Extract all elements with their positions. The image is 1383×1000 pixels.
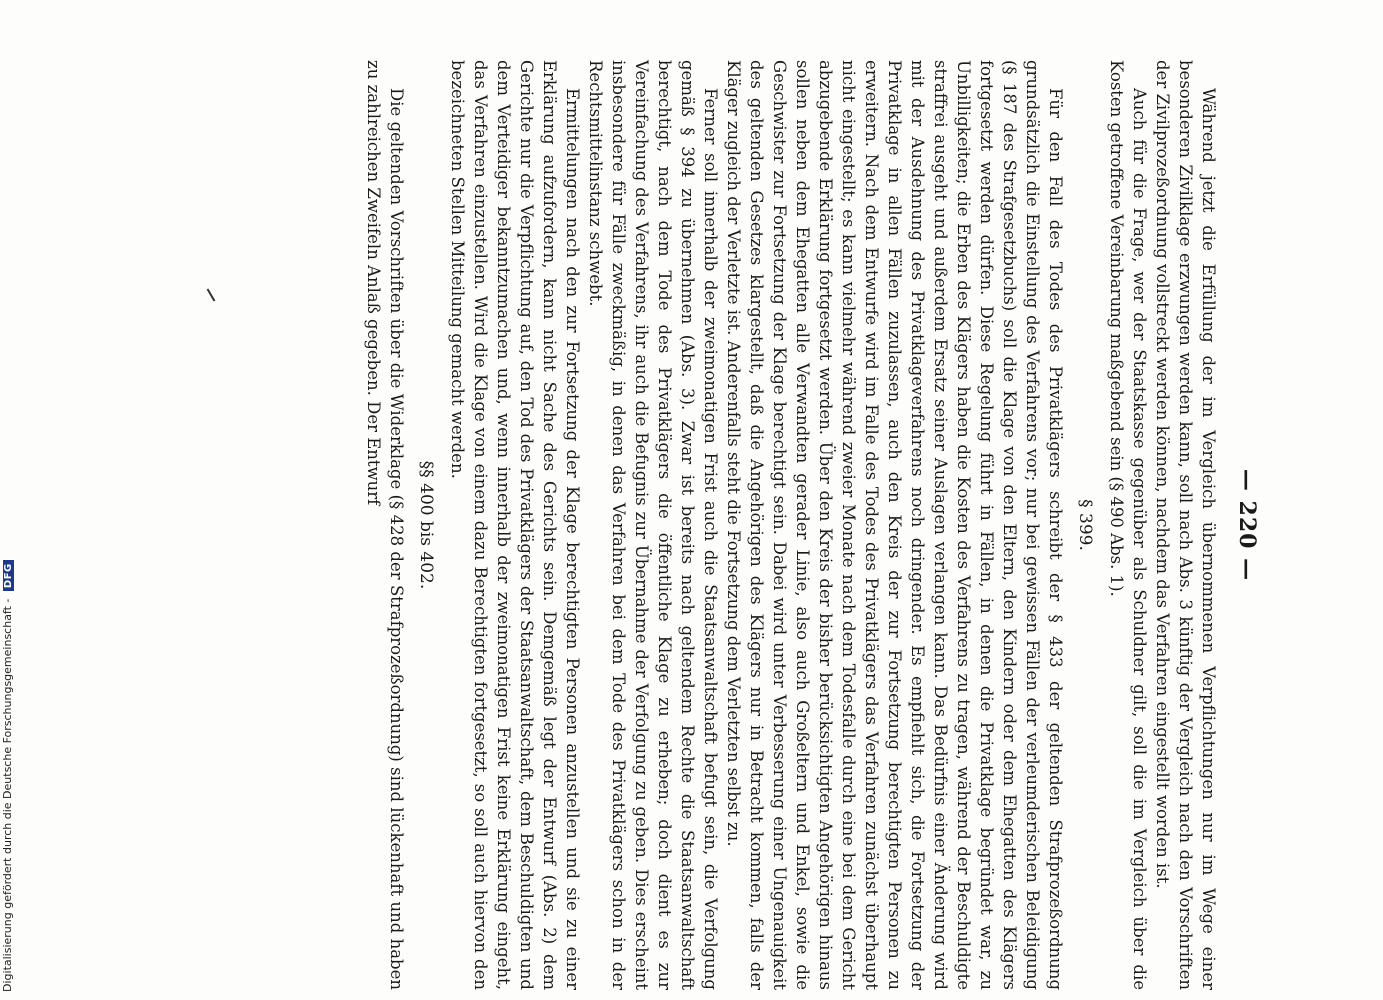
paragraph-6: Die geltenden Vorschriften über die Widerklage (§ 428 der Strafprozeßordnung) sind lückenhaft und haben zu zahlreichen Zweifeln Anlaß gegeben. Der Entwurf [364, 60, 406, 990]
funding-note [1, 560, 14, 992]
section-heading-399: § 399. [1075, 499, 1095, 551]
rotated-text-block [130, 60, 1260, 990]
left-margin-strip [0, 0, 22, 1000]
dfg-logo: DFG [3, 560, 14, 591]
paragraph-5: Ermittelungen nach den zur Fortsetzung der Klage berechtigten Personen anzustellen und sie zu einer Erklärung aufzufordern, kann nicht Sache des Gerichts sein. Demgemäß legt der Entwurf (Abs. 2) dem Gerichte nur die Verpflichtung auf, den Tod des Privatklägers der Staatsanwaltschaft, dem Beschuldigten und dem Verteidiger bekanntzumachen und, wenn innerhalb der zweimonatigen Frist keine Erklärung eingeht, das Verfahren einzustellen. Wird die Klage von einem dazu Berechtigten fortgesetzt, so soll auch hiervon den bezeichneten Stellen Mitteilung gemacht werden. [448, 60, 582, 990]
paragraph-1: Während jetzt die Erfüllung der im Vergleich übernommenen Verpflichtungen nur im Wege einer besonderen Zivilklage erzwungen werden kann, soll nach Abs. 3 künftig der Vergleich nach den Vorschriften der Zivilprozeßordnung vollstreckt werden können, nachdem das Verfahren eingestellt worden ist. [1153, 60, 1218, 990]
page-number: — 220 — [1234, 468, 1260, 582]
paragraph-2: Auch für die Frage, wer der Staatskasse gegenüber als Schuldner gilt, soll die im Vergleich über die Kosten getroffene Vereinbarung maßgebend sein (§ 490 Abs. 1). [1107, 60, 1149, 990]
section-heading-400-402: §§ 400 bis 402. [416, 460, 436, 590]
paragraph-4: Ferner soll innerhalb der zweimonatigen Frist auch die Staatsanwaltschaft befugt sein, die Verfolgung gemäß § 394 zu übernehmen (Abs. 3). Zwar ist bereits nach geltendem Rechte die Staatsanwaltschaft berechtigt, nach dem Tode des Privatklägers die öffentliche Klage zu erheben; doch dient es zur Vereinfachung des Verfahrens, ihr auch die Befugnis zur Übernahme der Verfolgung zu geben. Dies erscheint insbesondere für Fälle zweckmäßig, in denen das Verfahren bei dem Tode des Privatklägers schon in der Rechtsmittelinstanz schwebt. [586, 60, 720, 990]
funding-note-text: Digitalisierung gefördert durch die Deutsche Forschungsgemeinschaft - [1, 598, 14, 992]
paragraph-3: Für den Fall des Todes des Privatklägers schreibt der § 433 der geltenden Strafprozeßordnung grundsätzlich die Einstellung des Verfahrens vor; nur bei gewissen Fällen der verleumderischen Beleidigung (§ 187 des Strafgesetzbuchs) soll die Klage von den Eltern, den Kindern oder dem Ehegatten des Klägers fortgesetzt werden dürfen. Diese Regelung führt in Fällen, in denen die Privatklage begründet war, zu Unbilligkeiten; die Erben des Klägers haben die Kosten des Verfahrens zu tragen, während der Beschuldigte straffrei ausgeht und außerdem Ersatz seiner Auslagen verlangen kann. Das Bedürfnis einer Änderung wird mit der Ausdehnung des Privatklageverfahrens noch dringender. Es empfiehlt sich, die Fortsetzung der Privatklage in allen Fällen zuzulassen, auch den Kreis der zur Fortsetzung berechtigten Personen zu erweitern. Nach dem Entwurfe wird im Falle des Todes des Privatklägers das Verfahren zunächst überhaupt nicht eingestellt; es kann vielmehr während zweier Monate nach dem Todesfalle durch eine bei dem Gericht abzugebende Erklärung fortgesetzt werden. Über den Kreis der bisher berücksichtigten Angehörigen hinaus sollen neben dem Ehegatten alle Verwandten gerader Linie, also auch Großeltern und Enkel, sowie die Geschwister zur Fortsetzung der Klage berechtigt sein. Dabei wird unter Verbesserung einer Ungenauigkeit des geltenden Gesetzes klargestellt, daß die Angehörigen des Klägers nur in Betracht kommen, falls der Kläger zugleich der Verletzte ist. Anderenfalls steht die Fortsetzung dem Verletzten selbst zu. [724, 60, 1065, 990]
